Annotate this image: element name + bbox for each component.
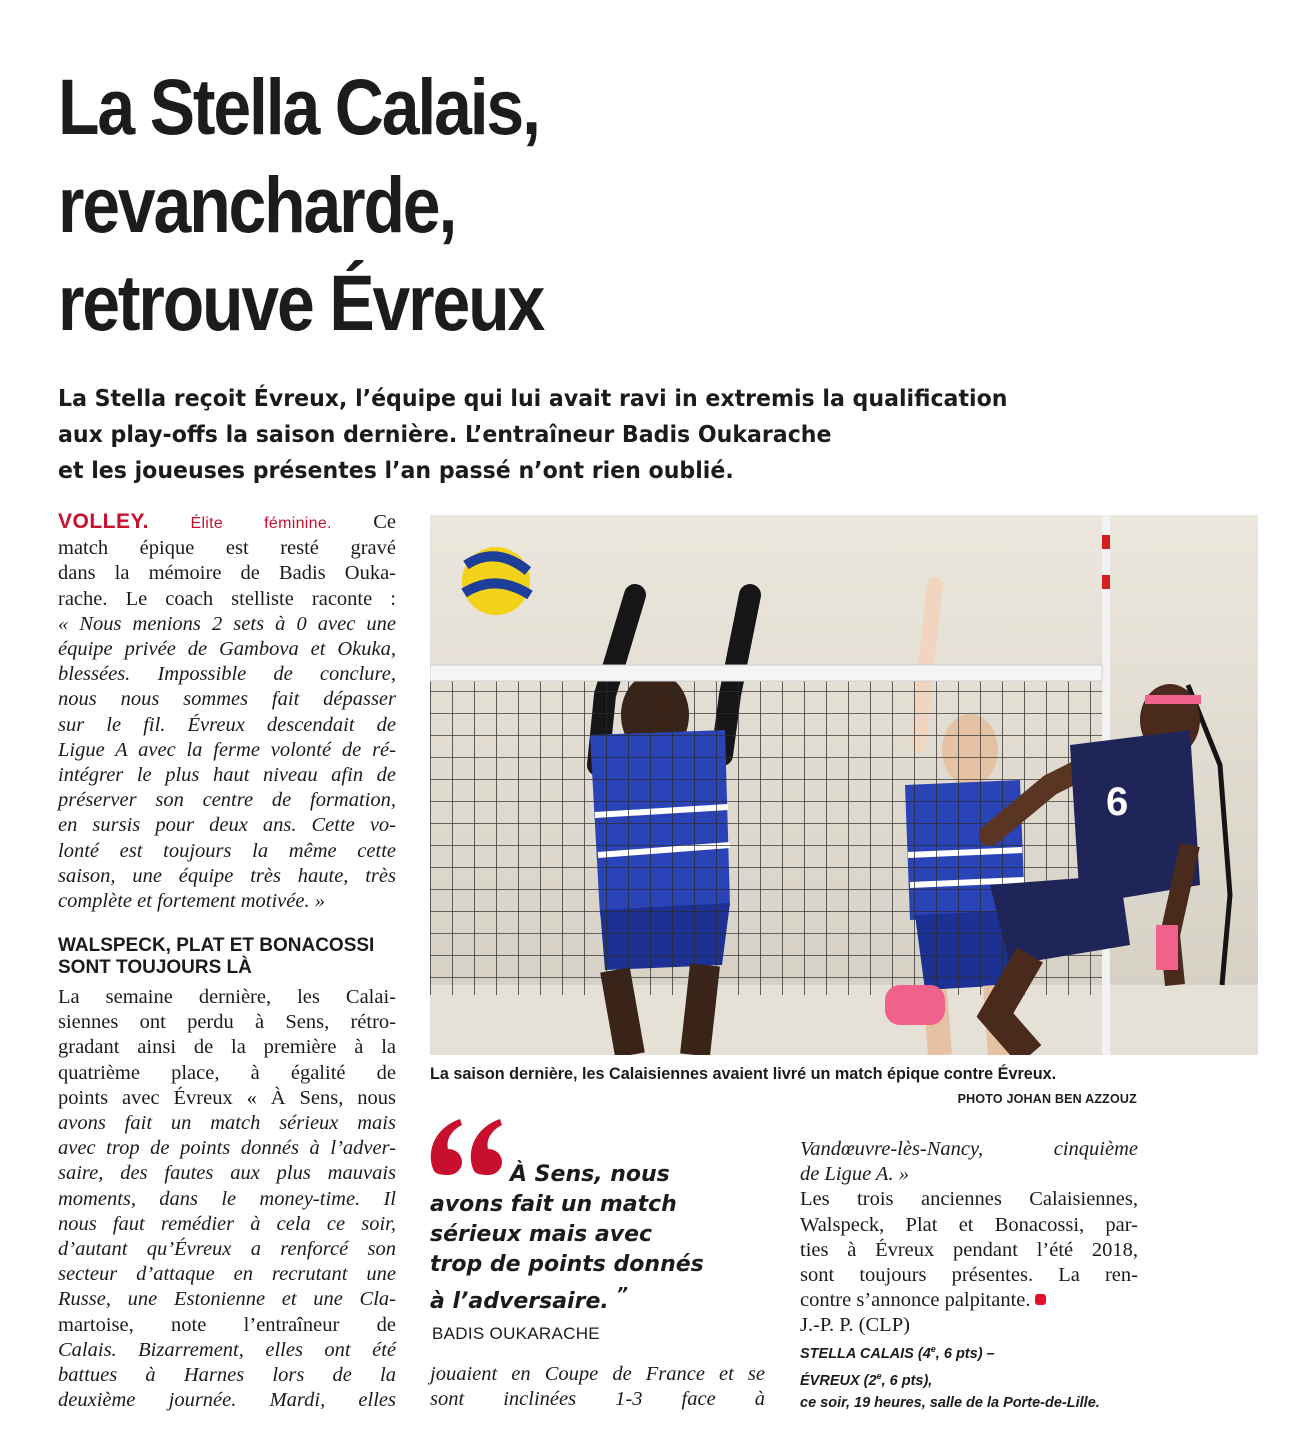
body-line: nous nous sommes fait dépasser (58, 688, 396, 711)
body-line: La semaine dernière, les Calai- (58, 986, 396, 1008)
body-line: secteur d’attaque en recrutant une (58, 1263, 396, 1286)
body-line: deuxième journée. Mardi, elles (58, 1389, 396, 1412)
article-body-column-1-part-2 (58, 985, 396, 1413)
headline-line: La Stella Calais, (58, 62, 539, 151)
body-line: Les trois anciennes Calaisiennes, (800, 1188, 1138, 1211)
body-text: Ce (373, 511, 396, 533)
body-line: contre s’annonce palpitante. (800, 1288, 1138, 1313)
lead-line: et les joueuses présentes l’an passé n’ont rien oublié. (58, 458, 734, 484)
body-line: Russe, une Estonienne et une Cla- (58, 1288, 396, 1311)
jersey-number: 6 (1106, 780, 1129, 824)
body-line: points avec Évreux « À Sens, nous (58, 1086, 396, 1109)
headline-line: retrouve Évreux (58, 258, 544, 347)
body-line: rache. Le coach stelliste raconte : (58, 587, 396, 610)
body-line: quatrième place, à égalité de (58, 1061, 396, 1084)
volleyball-icon (462, 547, 530, 615)
lead-line: La Stella reçoit Évreux, l’équipe qui lui avait ravi in extremis la qualification (58, 386, 1008, 412)
pull-quote-line: avons fait un match (430, 1192, 677, 1217)
body-line: intégrer le plus haut niveau afin de (58, 764, 396, 787)
volleyball-scene-illustration (430, 515, 1258, 1055)
match-home: STELLA CALAIS (4e, 6 pts) – (800, 1344, 995, 1362)
pull-quote-line: sérieux mais avec (430, 1222, 653, 1247)
pull-quote-line: À Sens, nous (510, 1162, 670, 1187)
article-photo (430, 515, 1258, 1055)
article-body-column-3 (800, 1137, 1138, 1339)
end-of-article-icon (1035, 1294, 1046, 1305)
body-line: jouaient en Coupe de France et se (430, 1363, 765, 1385)
body-line: sur le fil. Évreux descendait de (58, 713, 396, 736)
kicker: VOLLEY. (58, 510, 150, 533)
body-line: avons fait un match sérieux mais (58, 1112, 396, 1135)
article-body-column-1 (58, 509, 396, 914)
headline-line: revancharde, (58, 160, 456, 249)
signature: J.-P. P. (CLP) (800, 1314, 910, 1337)
body-line: siennes ont perdu à Sens, rétro- (58, 1011, 396, 1034)
body-line: blessées. Impossible de conclure, (58, 663, 396, 686)
body-line: sont inclinées 1-3 face à (430, 1388, 765, 1411)
body-line: nous faut remédier à cela ce soir, (58, 1212, 396, 1235)
body-line: avec trop de points donnés à l’adver- (58, 1137, 396, 1160)
lead-paragraph (58, 381, 1162, 489)
pull-quote (430, 1160, 760, 1317)
body-line: moments, dans le money-time. Il (58, 1187, 396, 1210)
body-line: saire, des fautes aux plus mauvais (58, 1162, 396, 1185)
body-line: en sursis pour deux ans. Cette vo- (58, 814, 396, 837)
photo-credit: PHOTO JOHAN BEN AZZOUZ (957, 1092, 1137, 1106)
subheading-line: SONT TOUJOURS LÀ (58, 957, 252, 978)
body-line: dans la mémoire de Badis Ouka- (58, 562, 396, 585)
pull-quote-line: trop de points donnés (430, 1252, 704, 1277)
body-line: battues à Harnes lors de la (58, 1364, 396, 1387)
body-line (58, 509, 396, 536)
photo-caption: La saison dernière, les Calaisiennes avaient livré un match épique contre Évreux. (430, 1065, 1057, 1083)
body-line: lonté est toujours la même cette (58, 839, 396, 862)
body-line: « Nous menions 2 sets à 0 avec une (58, 612, 396, 635)
body-line: préserver son centre de formation, (58, 789, 396, 812)
body-line: saison, une équipe très haute, très (58, 864, 396, 887)
body-line: martoise, note l’entraîneur de (58, 1313, 396, 1336)
subheading-line: WALSPECK, PLAT ET BONACOSSI (58, 935, 375, 956)
body-line: ties à Évreux pendant l’été 2018, (800, 1238, 1138, 1261)
body-line: complète et fortement motivée. » (58, 890, 325, 913)
headline (58, 58, 712, 352)
body-line: sont toujours présentes. La ren- (800, 1264, 1138, 1287)
match-when: ce soir, 19 heures, salle de la Porte-de-Lille. (800, 1394, 1100, 1411)
pull-quote-line: à l’adversaire. ” (430, 1284, 628, 1314)
body-line: match épique est resté gravé (58, 537, 396, 560)
rubric: Élite féminine. (190, 515, 332, 532)
body-line: gradant ainsi de la première à la (58, 1036, 396, 1059)
body-line: de Ligue A. » (800, 1163, 909, 1186)
body-line: équipe privée de Gambova et Okuka, (58, 638, 396, 661)
match-away: ÉVREUX (2e, 6 pts), (800, 1370, 933, 1389)
body-line: Walspeck, Plat et Bonacossi, par- (800, 1213, 1138, 1236)
match-info (800, 1338, 1160, 1414)
body-line: Ligue A avec la ferme volonté de ré- (58, 738, 396, 761)
article-body-column-2 (430, 1362, 765, 1412)
body-line: d’autant qu’Évreux a renforcé son (58, 1238, 396, 1261)
body-line: Vandœuvre-lès-Nancy, cinquième (800, 1138, 1138, 1160)
close-quote-mark: ” (616, 1284, 628, 1305)
body-line: Calais. Bizarrement, elles ont été (58, 1338, 396, 1361)
subheading (58, 935, 396, 979)
lead-line: aux play-offs la saison dernière. L’entraîneur Badis Oukarache (58, 422, 832, 448)
pull-quote-author: BADIS OUKARACHE (432, 1324, 600, 1343)
